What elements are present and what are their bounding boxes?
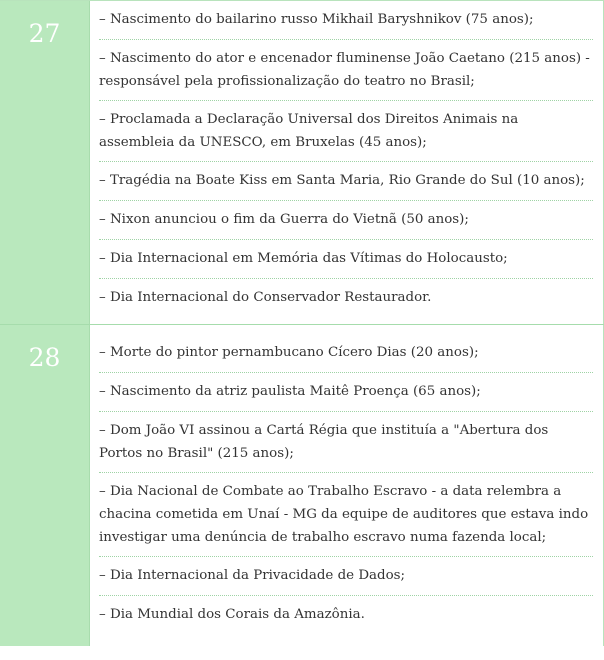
day-row-28 — [0, 324, 604, 646]
event-item: – Nixon anunciou o fim da Guerra do Vietnã (50 anos); — [99, 201, 593, 240]
day-number: 28 — [0, 325, 90, 646]
event-item: – Morte do pintor pernambucano Cícero Dias (20 anos); — [99, 334, 593, 373]
event-item: – Dia Nacional de Combate ao Trabalho Escravo - a data relembra a chacina cometida em Unaí - MG da equipe de auditores que estava indo investigar uma denúncia de trabalho escravo numa fazenda local; — [99, 473, 593, 557]
day-row-27 — [0, 0, 604, 324]
event-item: – Nascimento da atriz paulista Maitê Proença (65 anos); — [99, 373, 593, 412]
event-item: – Nascimento do ator e encenador fluminense João Caetano (215 anos) - responsável pela profissionalização do teatro no Brasil; — [99, 40, 593, 101]
event-item: – Dia Internacional do Conservador Restaurador. — [99, 290, 432, 305]
event-item: – Tragédia na Boate Kiss em Santa Maria, Rio Grande do Sul (10 anos); — [99, 162, 593, 201]
event-item: – Dom João VI assinou a Cartá Régia que instituía a "Abertura dos Portos no Brasil" (215 anos); — [99, 412, 593, 473]
event-item: – Dia Internacional da Privacidade de Dados; — [99, 557, 593, 596]
event-item: – Nascimento do bailarino russo Mikhail Baryshnikov (75 anos); — [99, 1, 593, 40]
events-list — [90, 325, 604, 646]
event-item: – Proclamada a Declaração Universal dos Direitos Animais na assembleia da UNESCO, em Bruxelas (45 anos); — [99, 101, 593, 162]
event-item: – Dia Mundial dos Corais da Amazônia. — [99, 607, 365, 622]
event-item: – Dia Internacional em Memória das Vítimas do Holocausto; — [99, 240, 593, 279]
day-number: 27 — [0, 1, 90, 324]
events-list — [90, 1, 604, 324]
